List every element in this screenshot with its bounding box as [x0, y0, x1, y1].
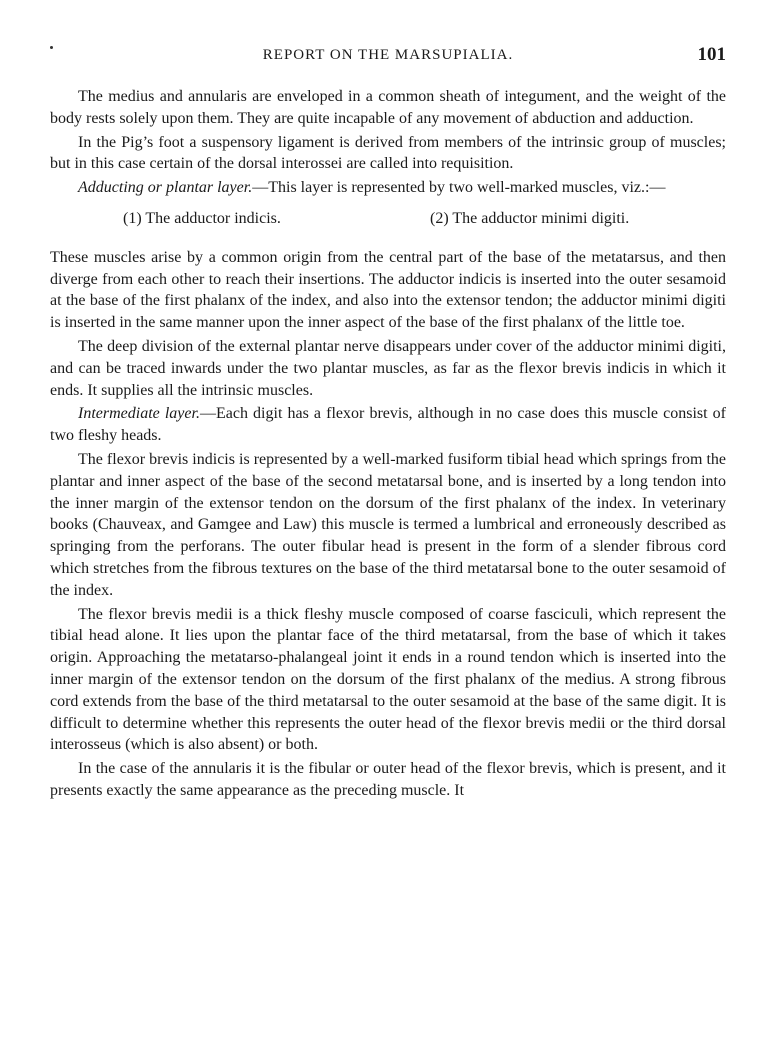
- intermediate-layer-text: —Each digit has a flexor brevis, although in no case does this muscle consist of two fleshy heads.: [50, 405, 726, 445]
- paragraph-plantar-nerve: The deep division of the external plantar nerve disappears under cover of the adductor minimi digiti, and can be traced inwards under the two plantar muscles, as far as the flexor brevis indicis in which it ends. It supplies all the intrinsic muscles.: [50, 337, 726, 399]
- intermediate-layer-heading: Intermediate layer.: [78, 405, 200, 423]
- paragraph-adducting-layer: [50, 177, 726, 199]
- page-number: 101: [697, 44, 726, 65]
- paragraph-flexor-brevis-medii: The flexor brevis medii is a thick fleshy muscle composed of coarse fasciculi, which represent the tibial head alone. It lies upon the plantar face of the third metatarsal, from the base of which it takes origin. Approaching the metatarso-phalangeal joint it ends in a round tendon which is inserted into the inner margin of the extensor tendon on the dorsum of the first phalanx of the medius. A strong fibrous cord extends from the base of the third metatarsal to the outer sesamoid at the base of the same digit. It is difficult to determine whether this represents the outer head of the flexor brevis medii or the third dorsal interosseus (which is also absent) or both.: [50, 605, 726, 754]
- adducting-layer-text: —This layer is represented by two well-marked muscles, viz.:—: [252, 179, 666, 197]
- list-item-adductor-indicis: (1) The adductor indicis.: [123, 209, 281, 227]
- list-item-adductor-minimi-digiti: (2) The adductor minimi digiti.: [430, 209, 630, 227]
- paragraph-medius-annularis: The medius and annularis are enveloped in a common sheath of integument, and the weight of the body rests solely upon them. They are quite incapable of any movement of abduction and adduction.: [50, 88, 726, 127]
- running-header: [50, 44, 726, 68]
- body-text: [50, 86, 726, 804]
- muscle-list: [50, 208, 726, 230]
- adducting-layer-heading: Adducting or plantar layer.: [78, 179, 253, 197]
- paragraph-pigs-foot: In the Pig’s foot a suspensory ligament is derived from members of the intrinsic group of muscles; but in this case certain of the dorsal interossei are called into requisition.: [50, 133, 726, 173]
- paragraph-annularis: In the case of the annularis it is the fibular or outer head of the flexor brevis, which is present, and it presents exactly the same appearance as the preceding muscle. It: [50, 760, 726, 799]
- paragraph-flexor-brevis-indicis: The flexor brevis indicis is represented by a well-marked fusiform tibial head which springs from the plantar and inner aspect of the base of the second metatarsal bone, and is inserted by a long tendon into the inner margin of the extensor tendon on the dorsum of the first phalanx of the index. In veterinary books (Chauveax, and Gamgee and Law) this muscle is termed a lumbrical and erroneously described as springing from the perforans. The outer fibular head is present in the form of a slender fibrous cord which stretches from the fibrous textures on the base of the third metatarsal bone to the outer sesamoid of the index.: [50, 450, 726, 599]
- paragraph-muscle-origin: These muscles arise by a common origin from the central part of the base of the metatarsus, and then diverge from each other to reach their insertions. The adductor indicis is inserted into the outer sesamoid at the base of the first phalanx of the index, and also into the extensor tendon; the adductor minimi digiti is inserted in the same manner upon the inner aspect of the base of the first phalanx of the little toe.: [50, 248, 726, 332]
- paragraph-intermediate-layer: [50, 403, 726, 447]
- running-header-title: REPORT ON THE MARSUPIALIA.: [262, 47, 514, 63]
